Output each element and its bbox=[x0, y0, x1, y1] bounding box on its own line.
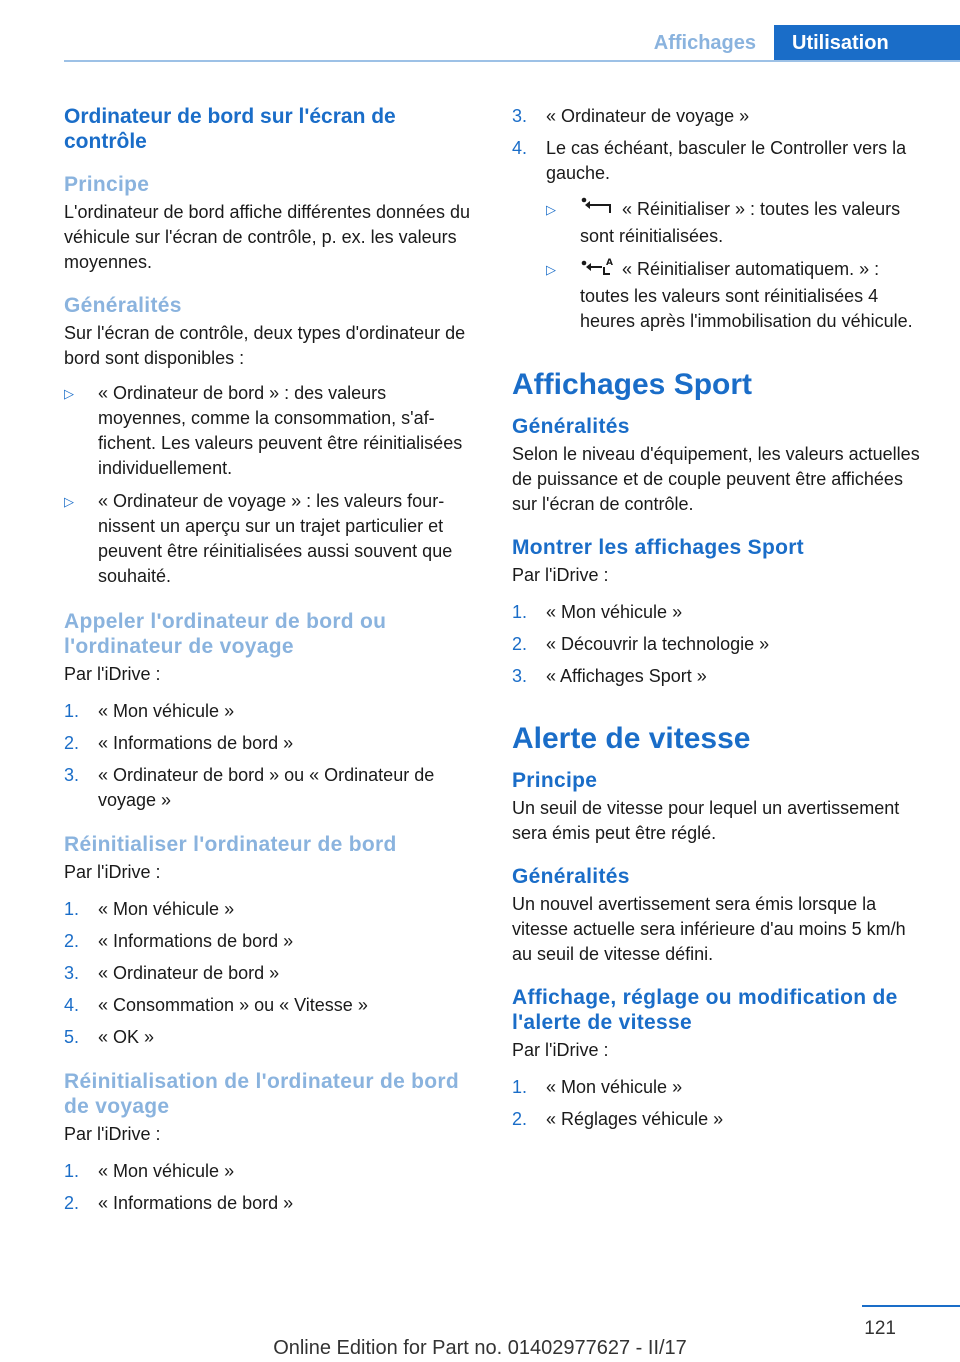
list-item: 4. Le cas échéant, basculer le Controller vers la gauche. bbox=[512, 138, 907, 183]
sport-heading: Affichages Sport bbox=[512, 368, 753, 401]
alert-principe-text: Un seuil de vitesse pour lequel un avertissement sera émis peut être réglé. bbox=[512, 798, 900, 843]
list-item: ▷ « Ordinateur de voyage » : les valeurs fournissent un aperçu sur un trajet particulier et peuvent être réinitialisées aussi souvent que souhaité. bbox=[64, 491, 453, 586]
generalites-heading: Généralités bbox=[64, 294, 182, 317]
reinit-voyage-steps bbox=[64, 1159, 478, 1223]
appeler-steps bbox=[64, 699, 478, 820]
alert-set-heading: Affichage, réglage ou modification de l'alerte de vitesse bbox=[512, 986, 898, 1034]
section-title: Ordinateur de bord sur l'écran de contrôle bbox=[64, 105, 396, 153]
list-item: 2. « Informations de bord » bbox=[64, 733, 294, 753]
list-item: 1. « Mon véhicule » bbox=[512, 1077, 683, 1097]
alert-generalites-text: Un nouvel avertissement sera émis lorsque la vitesse actuelle sera inférieure d'au moins 5 km/h au seuil de vitesse défini. bbox=[512, 894, 906, 964]
voyage-steps-continued bbox=[512, 104, 926, 193]
list-item: 3. « Ordinateur de bord » bbox=[64, 963, 280, 983]
triangle-bullet-icon: ▷ bbox=[546, 262, 556, 277]
tab-utilisation[interactable]: Utilisation bbox=[774, 25, 960, 61]
principe-heading: Principe bbox=[64, 173, 150, 196]
right-column bbox=[512, 104, 926, 1139]
list-item: ▷ A « Réinitialiser automatiquem. » : toutes les valeurs sont réinitialisées 4 heures après l'immobilisation du véhicule. bbox=[546, 258, 913, 331]
list-item: ▷ « Réinitialiser » : toutes les valeurs sont réinitialisées. bbox=[546, 199, 901, 246]
sport-generalites-text: Selon le niveau d'équipement, les valeurs actuelles de puissance et de couple peuvent être affichées sur l'écran de contrôle. bbox=[512, 444, 920, 514]
list-item: 5. « OK » bbox=[64, 1027, 155, 1047]
list-item: 4. « Consommation » ou « Vitesse » bbox=[64, 995, 368, 1015]
list-item: 1. « Mon véhicule » bbox=[64, 1161, 235, 1181]
page-number: 121 bbox=[864, 1318, 896, 1339]
alert-set-intro: Par l'iDrive : bbox=[512, 1040, 609, 1060]
edition-footer: Online Edition for Part no. 01402977627 - II/17 bbox=[273, 1337, 687, 1359]
tab-affichages[interactable]: Affichages bbox=[634, 25, 774, 61]
sport-generalites-heading: Généralités bbox=[512, 415, 630, 438]
header-tabs bbox=[634, 25, 960, 61]
generalites-text: Sur l'écran de contrôle, deux types d'ordinateur de bord sont disponibles : bbox=[64, 323, 466, 368]
reinit-steps bbox=[64, 897, 478, 1057]
auto-reset-icon bbox=[580, 257, 614, 284]
triangle-bullet-icon: ▷ bbox=[64, 386, 74, 401]
sport-show-steps bbox=[512, 600, 926, 696]
appeler-heading: Appeler l'ordinateur de bord ou l'ordinateur de voyage bbox=[64, 610, 387, 658]
list-item: ▷ « Ordinateur de bord » : des valeurs moyennes, comme la consommation, s'affichent. Les valeurs peuvent être réinitialisées individuellement. bbox=[64, 383, 463, 478]
alert-principe-heading: Principe bbox=[512, 769, 598, 792]
principe-text: L'ordinateur de bord affiche différentes données du véhicule sur l'écran de contrôle, p. ex. les valeurs moyennes. bbox=[64, 202, 471, 272]
list-item: 3. « Ordinateur de voyage » bbox=[512, 106, 750, 126]
list-item: 2. « Réglages véhicule » bbox=[512, 1109, 724, 1129]
list-item: 2. « Découvrir la technologie » bbox=[512, 634, 770, 654]
sport-show-heading: Montrer les affichages Sport bbox=[512, 536, 804, 559]
footer-divider bbox=[862, 1305, 960, 1307]
computer-types-list bbox=[64, 381, 478, 597]
list-item: 2. « Informations de bord » bbox=[64, 931, 294, 951]
alert-heading: Alerte de vitesse bbox=[512, 722, 751, 755]
list-item: 1. « Mon véhicule » bbox=[64, 701, 235, 721]
reinit-heading: Réinitialiser l'ordinateur de bord bbox=[64, 833, 397, 856]
triangle-bullet-icon: ▷ bbox=[546, 202, 556, 217]
sport-show-intro: Par l'iDrive : bbox=[512, 565, 609, 585]
header-divider bbox=[64, 60, 960, 62]
list-item: 2. « Informations de bord » bbox=[64, 1193, 294, 1213]
reset-icon bbox=[580, 197, 614, 224]
list-item: 1. « Mon véhicule » bbox=[64, 899, 235, 919]
reset-options-list bbox=[546, 197, 926, 342]
alert-set-steps bbox=[512, 1075, 926, 1139]
alert-generalites-heading: Généralités bbox=[512, 865, 630, 888]
reinit-intro: Par l'iDrive : bbox=[64, 862, 161, 882]
left-column bbox=[64, 104, 478, 1223]
list-item: 3. « Affichages Sport » bbox=[512, 666, 707, 686]
appeler-intro: Par l'iDrive : bbox=[64, 664, 161, 684]
reinit-voyage-intro: Par l'iDrive : bbox=[64, 1124, 161, 1144]
reinit-voyage-heading: Réinitialisation de l'ordinateur de bord de voyage bbox=[64, 1070, 460, 1118]
list-item: 3. « Ordinateur de bord » ou « Ordinateur de voyage » bbox=[64, 765, 435, 810]
svg-text:A: A bbox=[606, 258, 613, 268]
list-item: 1. « Mon véhicule » bbox=[512, 602, 683, 622]
triangle-bullet-icon: ▷ bbox=[64, 494, 74, 509]
